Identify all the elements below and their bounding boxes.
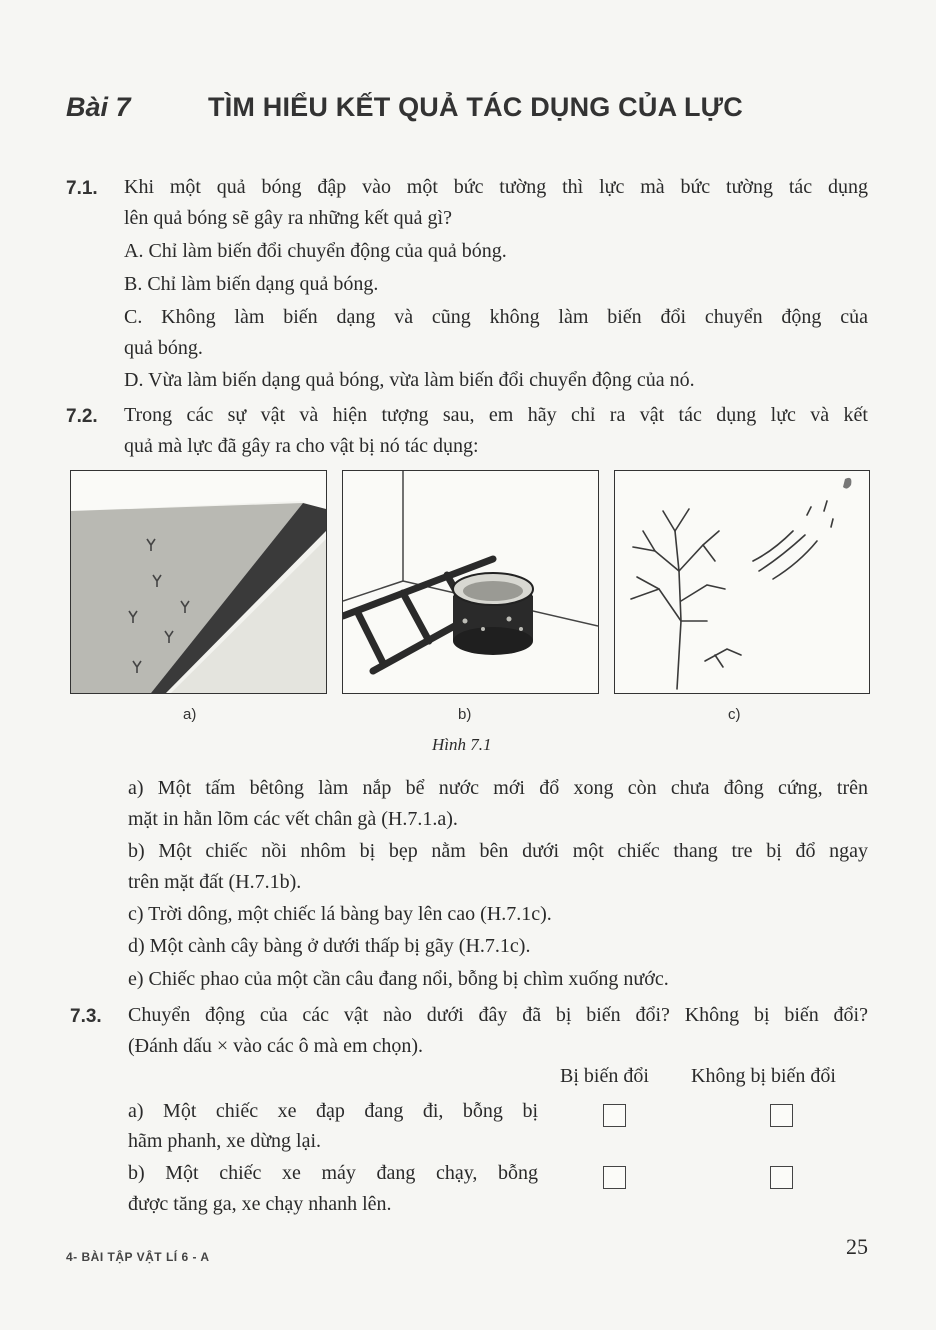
figure-caption: Hình 7.1 [432, 735, 492, 754]
question-7-1-option-c-line1: C. Không làm biến dạng và cũng không làm biến đổi chuyển động của [124, 306, 868, 328]
leaf-icon [843, 478, 851, 489]
figure-panel-c-tree-wind [614, 470, 870, 694]
question-7-1-stem-line1: Khi một quả bóng đập vào một bức tường thì lực mà bức tường tác dụng [124, 176, 868, 198]
question-7-3-row-b-line1: b) Một chiếc xe máy đang chạy, bỗng [128, 1162, 538, 1184]
checkbox-row-b-unchanged[interactable] [770, 1166, 793, 1189]
figure-panel-a-concrete-footprints [70, 470, 327, 694]
column-header-changed: Bị biến đổi [560, 1065, 649, 1087]
lesson-title: TÌM HIỂU KẾT QUẢ TÁC DỤNG CỦA LỰC [208, 92, 743, 122]
question-7-2-item-b-line1: b) Một chiếc nồi nhôm bị bẹp nằm bên dưới một chiếc thang tre bị đổ ngay [128, 840, 868, 862]
question-7-3-number: 7.3. [70, 1006, 102, 1027]
question-7-2-number: 7.2. [66, 406, 98, 427]
question-7-2-item-c: c) Trời dông, một chiếc lá bàng bay lên cao (H.7.1c). [128, 903, 552, 925]
checkbox-row-a-unchanged[interactable] [770, 1104, 793, 1127]
figure-label-c: c) [728, 706, 741, 723]
question-7-2-item-e: e) Chiếc phao của một cần câu đang nổi, bỗng bị chìm xuống nước. [128, 968, 669, 990]
figure-label-a: a) [183, 706, 197, 723]
question-7-1-option-a: A. Chỉ làm biến đổi chuyển động của quả bóng. [124, 240, 507, 262]
question-7-1-option-b: B. Chỉ làm biến dạng quả bóng. [124, 273, 379, 295]
question-7-2-item-a-line1: a) Một tấm bêtông làm nắp bể nước mới đổ xong còn chưa đông cứng, trên [128, 777, 868, 799]
question-7-3-stem-line2: (Đánh dấu × vào các ô mà em chọn). [128, 1035, 424, 1057]
column-header-unchanged: Không bị biến đổi [691, 1065, 836, 1087]
footer-book-title: 4- BÀI TẬP VẬT LÍ 6 - A [66, 1250, 210, 1264]
concrete-slab-illustration [71, 471, 326, 693]
question-7-1-number: 7.1. [66, 178, 98, 199]
ladder-and-pot-illustration [343, 471, 598, 693]
question-7-3-row-b-line2: được tăng ga, xe chạy nhanh lên. [128, 1193, 392, 1215]
checkbox-row-a-changed[interactable] [603, 1104, 626, 1127]
question-7-2-stem-line1: Trong các sự vật và hiện tượng sau, em hãy chỉ ra vật tác dụng lực và kết [124, 404, 868, 426]
question-7-1-option-c-line2: quả bóng. [124, 337, 203, 359]
question-7-3-row-a-line1: a) Một chiếc xe đạp đang đi, bỗng bị [128, 1100, 538, 1122]
question-7-2-item-b-line2: trên mặt đất (H.7.1b). [128, 871, 302, 893]
question-7-1-stem-line2: lên quả bóng sẽ gây ra những kết quả gì? [124, 207, 452, 229]
question-7-2-item-d: d) Một cành cây bàng ở dưới thấp bị gãy (H.7.1c). [128, 935, 531, 957]
figure-panel-b-ladder-pot [342, 470, 599, 694]
question-7-1-option-d: D. Vừa làm biến dạng quả bóng, vừa làm biến đổi chuyển động của nó. [124, 369, 695, 391]
question-7-2-stem-line2: quả mà lực đã gây ra cho vật bị nó tác dụng: [124, 435, 479, 457]
figure-label-b: b) [458, 706, 472, 723]
question-7-3-row-a-line2: hãm phanh, xe dừng lại. [128, 1130, 322, 1152]
page-number: 25 [846, 1234, 868, 1259]
tree-in-storm-illustration [615, 471, 869, 693]
question-7-3-stem-line1: Chuyển động của các vật nào dưới đây đã bị biến đổi? Không bị biến đổi? [128, 1004, 868, 1026]
question-7-2-item-a-line2: mặt in hằn lõm các vết chân gà (H.7.1.a). [128, 808, 458, 830]
checkbox-row-b-changed[interactable] [603, 1166, 626, 1189]
lesson-number: Bài 7 [66, 92, 131, 122]
